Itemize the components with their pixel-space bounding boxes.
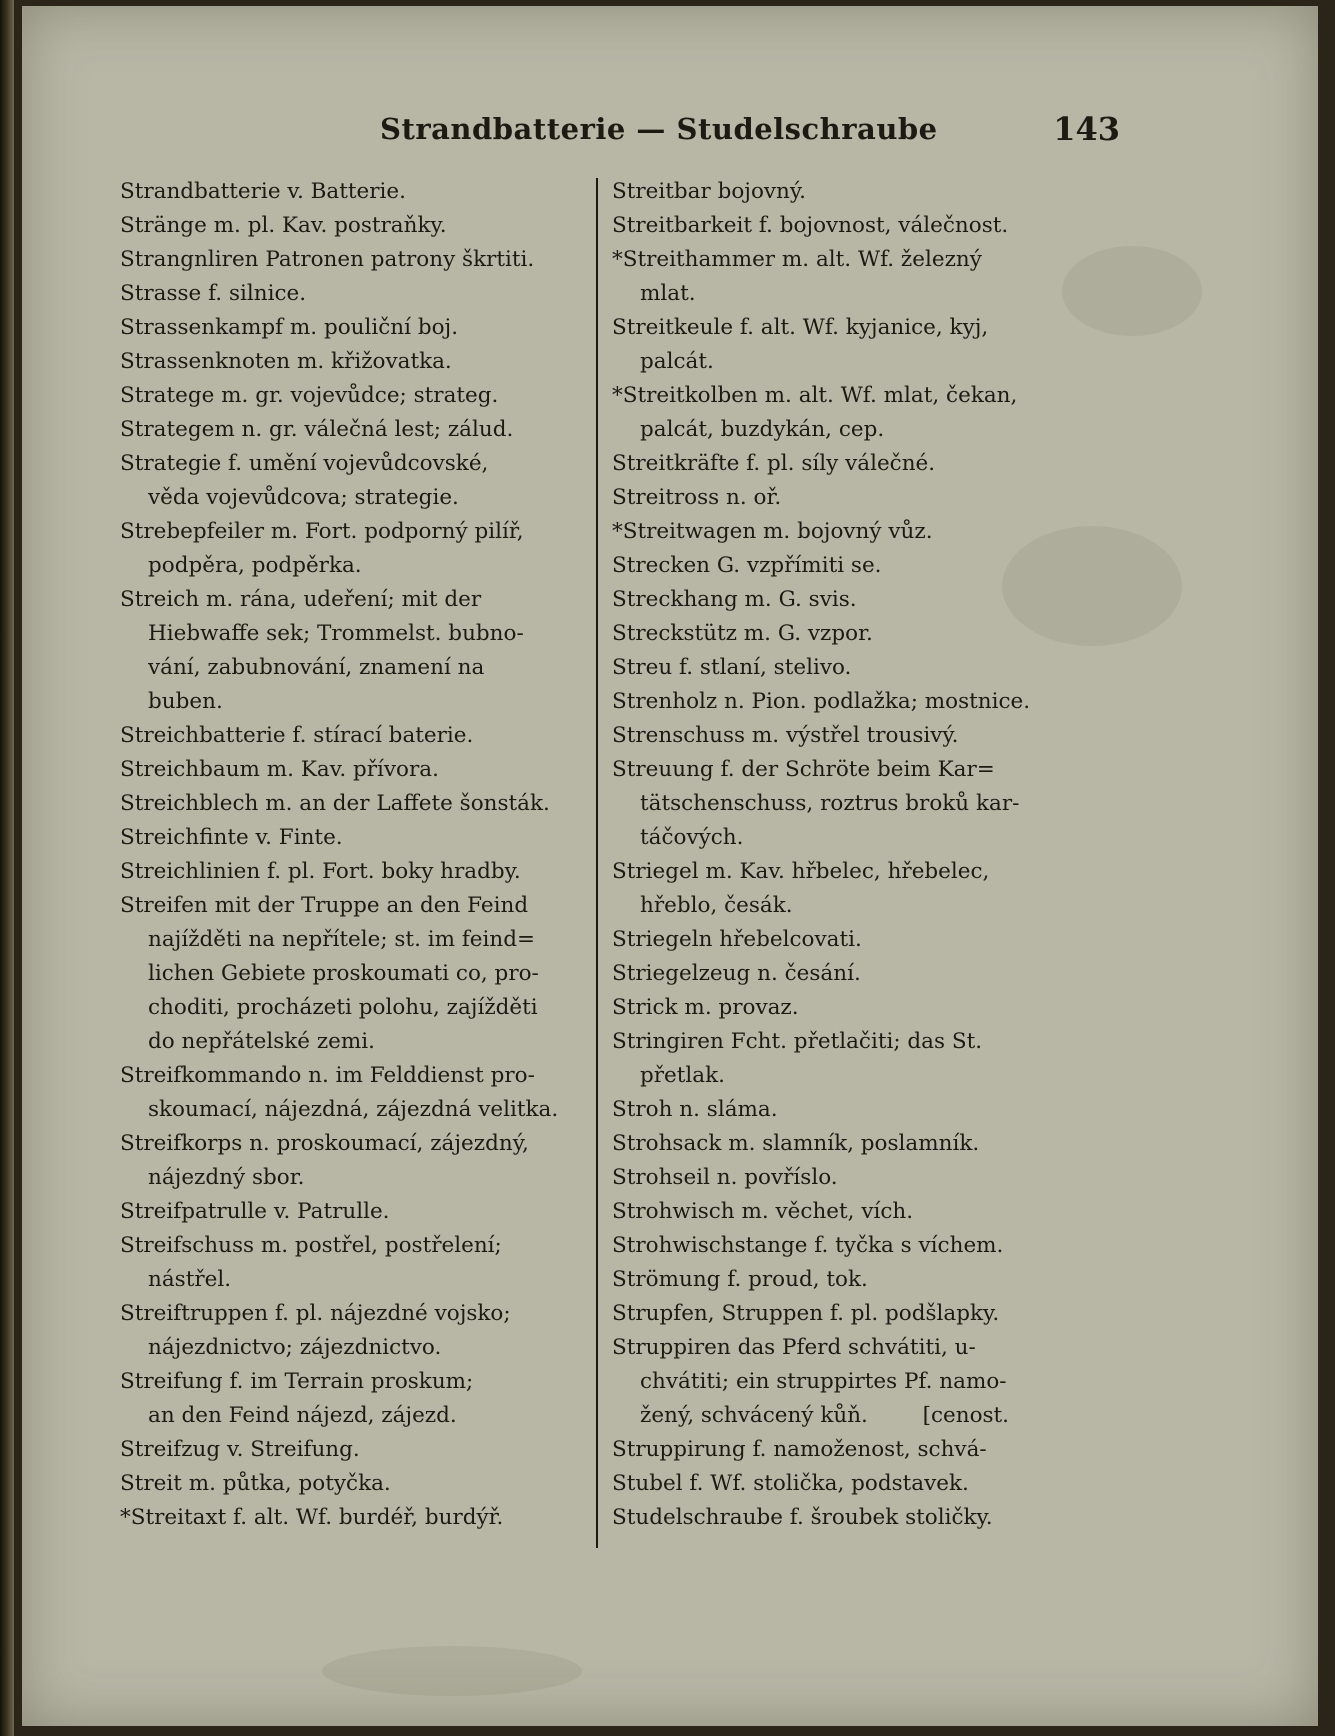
dictionary-entry-line: Streckhang m. G. svis. xyxy=(612,587,857,612)
entry-continuation-line: táčových. xyxy=(640,825,744,850)
dictionary-entry-line: Stratege m. gr. vojevůdce; strateg. xyxy=(120,383,499,408)
entry-continuation-line: najížděti na nepřítele; st. im feind= xyxy=(148,927,536,952)
dictionary-entry-line: Streifzug v. Streifung. xyxy=(120,1437,360,1462)
dictionary-entry-line: Striegel m. Kav. hřbelec, hřebelec, xyxy=(612,859,990,884)
dictionary-entry-line: Strassenknoten m. křižovatka. xyxy=(120,349,452,374)
paper-stain xyxy=(322,1646,582,1696)
entry-continuation-line: podpěra, podpěrka. xyxy=(148,553,362,578)
dictionary-entry-line: *Streitwagen m. bojovný vůz. xyxy=(612,519,933,544)
entry-continuation-line: nástřel. xyxy=(148,1267,232,1292)
entry-continuation-line: an den Feind nájezd, zájezd. xyxy=(148,1403,457,1428)
entry-continuation-line: lichen Gebiete proskoumati co, pro- xyxy=(148,961,539,986)
dictionary-entry-line: Studelschraube f. šroubek stoličky. xyxy=(612,1505,993,1530)
dictionary-entry-line: Streifschuss m. postřel, postřelení; xyxy=(120,1233,502,1258)
dictionary-entry-line: Strohseil n. povříslo. xyxy=(612,1165,838,1190)
entry-continuation-line: vání, zabubnování, znamení na xyxy=(148,655,485,680)
entry-continuation-line: Hiebwaffe sek; Trommelst. bubno- xyxy=(148,621,524,646)
dictionary-entry-line: Streichbaum m. Kav. přívora. xyxy=(120,757,439,782)
dictionary-entry-line: Streckstütz m. G. vzpor. xyxy=(612,621,873,646)
entry-continuation-line: mlat. xyxy=(640,281,696,306)
dictionary-entry-line: Striegelzeug n. česání. xyxy=(612,961,861,986)
dictionary-entry-line: Streitbar bojovný. xyxy=(612,179,807,204)
book-spine-edge xyxy=(0,0,14,1736)
entry-continuation-line: choditi, procházeti polohu, zajížděti xyxy=(148,995,538,1020)
dictionary-entry-line: Stubel f. Wf. stolička, podstavek. xyxy=(612,1471,969,1496)
dictionary-entry-line: Streich m. rána, udeření; mit der xyxy=(120,587,482,612)
dictionary-entry-line: Strohsack m. slamník, poslamník. xyxy=(612,1131,980,1156)
dictionary-entry-line: Streiftruppen f. pl. nájezdné vojsko; xyxy=(120,1301,511,1326)
dictionary-entry-line: Strandbatterie v. Batterie. xyxy=(120,179,406,204)
entry-continuation-line: žený, schvácený kůň. [cenost. xyxy=(640,1403,1010,1428)
dictionary-entry-line: Strohwischstange f. tyčka s víchem. xyxy=(612,1233,1004,1258)
dictionary-entry-line: Streu f. stlaní, stelivo. xyxy=(612,655,852,680)
entry-continuation-line: do nepřátelské zemi. xyxy=(148,1029,375,1054)
dictionary-entry-line: Streit m. půtka, potyčka. xyxy=(120,1471,391,1496)
dictionary-entry-line: Strick m. provaz. xyxy=(612,995,799,1020)
dictionary-entry-line: Streichbatterie f. stírací baterie. xyxy=(120,723,474,748)
dictionary-entry-line: *Streitkolben m. alt. Wf. mlat, čekan, xyxy=(612,383,1018,408)
dictionary-entry-line: Streichblech m. an der Laffete šonsták. xyxy=(120,791,550,816)
dictionary-entry-line: *Streithammer m. alt. Wf. železný xyxy=(612,247,982,272)
column-divider xyxy=(596,178,598,1548)
dictionary-entry-line: Strasse f. silnice. xyxy=(120,281,307,306)
dictionary-entry-line: Strömung f. proud, tok. xyxy=(612,1267,868,1292)
dictionary-entry-line: Strangnliren Patronen patrony škrtiti. xyxy=(120,247,535,272)
page-number: 143 xyxy=(1053,110,1120,148)
dictionary-entry-line: Streifkommando n. im Felddienst pro- xyxy=(120,1063,535,1088)
dictionary-entry-line: Streifkorps n. proskoumací, zájezdný, xyxy=(120,1131,529,1156)
dictionary-entry-line: Streichlinien f. pl. Fort. boky hradby. xyxy=(120,859,521,884)
dictionary-entry-line: Stroh n. sláma. xyxy=(612,1097,778,1122)
dictionary-entry-line: Streitkeule f. alt. Wf. kyjanice, kyj, xyxy=(612,315,989,340)
dictionary-entry-line: Struppirung f. namoženost, schvá- xyxy=(612,1437,987,1462)
page-header xyxy=(380,112,1120,152)
entry-continuation-line: nájezdnictvo; zájezdnictvo. xyxy=(148,1335,442,1360)
dictionary-entry-line: Struppiren das Pferd schvátiti, u- xyxy=(612,1335,976,1360)
entry-continuation-line: chvátiti; ein struppirtes Pf. namo- xyxy=(640,1369,1007,1394)
dictionary-entry-line: Striegeln hřebelcovati. xyxy=(612,927,862,952)
running-head: Strandbatterie — Studelschraube xyxy=(380,112,938,146)
dictionary-entry-line: Strohwisch m. věchet, vích. xyxy=(612,1199,914,1224)
entry-continuation-line: buben. xyxy=(148,689,223,714)
dictionary-entry-line: Strenschuss m. výstřel trousivý. xyxy=(612,723,959,748)
dictionary-entry-line: Streuung f. der Schröte beim Kar= xyxy=(612,757,995,782)
dictionary-entry-line: Streitbarkeit f. bojovnost, válečnost. xyxy=(612,213,1009,238)
dictionary-entry-line: *Streitaxt f. alt. Wf. burdéř, burdýř. xyxy=(120,1505,504,1530)
entry-continuation-line: palcát, buzdykán, cep. xyxy=(640,417,885,442)
dictionary-entry-line: Streifen mit der Truppe an den Feind xyxy=(120,893,529,918)
dictionary-entry-line: Streichfinte v. Finte. xyxy=(120,825,343,850)
dictionary-entry-line: Streitross n. oř. xyxy=(612,485,782,510)
dictionary-entry-line: Stränge m. pl. Kav. postraňky. xyxy=(120,213,447,238)
dictionary-entry-line: Streifpatrulle v. Patrulle. xyxy=(120,1199,390,1224)
entry-continuation-line: věda vojevůdcova; strategie. xyxy=(148,485,459,510)
dictionary-entry-line: Streifung f. im Terrain proskum; xyxy=(120,1369,474,1394)
dictionary-entry-line: Strenholz n. Pion. podlažka; mostnice. xyxy=(612,689,1031,714)
entry-continuation-line: hřeblo, česák. xyxy=(640,893,793,918)
dictionary-entry-line: Strategie f. umění vojevůdcovské, xyxy=(120,451,489,476)
dictionary-entry-line: Strecken G. vzpřímiti se. xyxy=(612,553,882,578)
dictionary-entry-line: Strebepfeiler m. Fort. podporný pilíř, xyxy=(120,519,524,544)
dictionary-entry-line: Streitkräfte f. pl. síly válečné. xyxy=(612,451,936,476)
dictionary-entry-line: Strupfen, Struppen f. pl. podšlapky. xyxy=(612,1301,1000,1326)
paper-stain xyxy=(1062,246,1202,336)
dictionary-entry-line: Strategem n. gr. válečná lest; zálud. xyxy=(120,417,514,442)
entry-continuation-line: skoumací, nájezdná, zájezdná velitka. xyxy=(148,1097,559,1122)
dictionary-entry-line: Stringiren Fcht. přetlačiti; das St. xyxy=(612,1029,983,1054)
entry-continuation-line: přetlak. xyxy=(640,1063,725,1088)
entry-continuation-line: tätschenschuss, roztrus broků kar- xyxy=(640,791,1020,816)
dictionary-entry-line: Strassenkampf m. pouliční boj. xyxy=(120,315,459,340)
entry-continuation-line: palcát. xyxy=(640,349,714,374)
entry-continuation-line: nájezdný sbor. xyxy=(148,1165,305,1190)
